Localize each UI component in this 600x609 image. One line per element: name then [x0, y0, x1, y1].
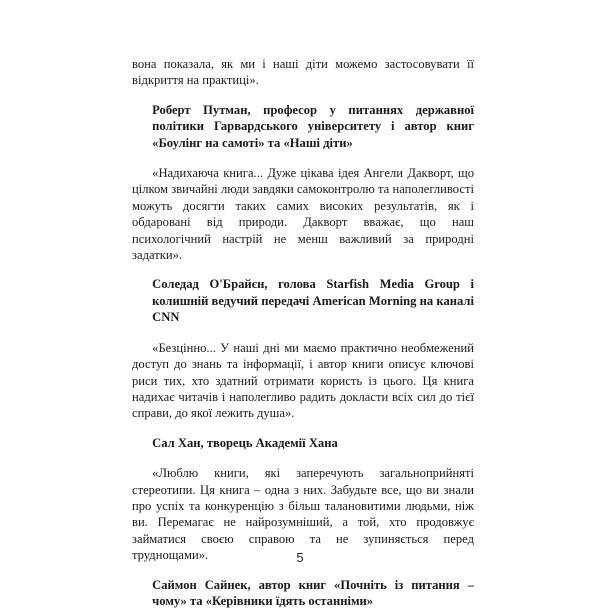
quote-putnam [132, 165, 474, 263]
continued-quote [132, 56, 474, 89]
quote-khan-text: «Люблю книги, які заперечують загальноприйняті стереотипи. Ця книга – одна з них. Забудьте все, що ви знали про успіх та конкуренцію з більш талановитими людьми, ніж ви. Перемагає не найрозумніший, а той, хто продовжує займатися своєю справою та не зупиняється перед труднощами». [132, 466, 474, 563]
attribution-sinek: Саймон Сайнек, автор книг «Почніть із питання – чому» та «Керівники їдять останніми» [152, 577, 474, 608]
quote-obrien-text: «Безцінно... У наші дні ми маємо практично необмежений доступ до знань та інформації, і автор книги описує ключові риси тих, хто здатний отримати користь із цього. Ця книга надихає читачів і наполегливо радить докласти всіх сил до тієї справи, до якої лежить душа». [132, 340, 474, 421]
continued-quote-text: вона показала, як ми і наші діти можемо застосовувати її відкриття на практиці». [132, 57, 474, 88]
attribution-obrien: Соледад О'Брайєн, голова Starfish Media Group і колишній ведучий передачі American Morning на каналі CNN [152, 277, 474, 325]
page-number: 5 [296, 550, 304, 565]
quote-obrien [132, 340, 474, 422]
attribution-putnam: Роберт Путман, професор у питаннях державної політики Гарвардського університету і автор книг «Боулінг на самоті» та «Наші діти» [152, 102, 474, 150]
quote-putnam-text: «Надихаюча книга... Дуже цікава ідея Ангели Дакворт, що цілком звичайні люди завдяки самоконтролю та наполегливості можуть досягти таких самих високих результатів, як і обдаровані від природи. Дакворт вважає, що наш психологічний настрій не менш важливий за природні задатки». [132, 166, 474, 263]
quote-khan [132, 465, 474, 563]
attribution-khan: Сал Хан, творець Академії Хана [152, 435, 338, 450]
